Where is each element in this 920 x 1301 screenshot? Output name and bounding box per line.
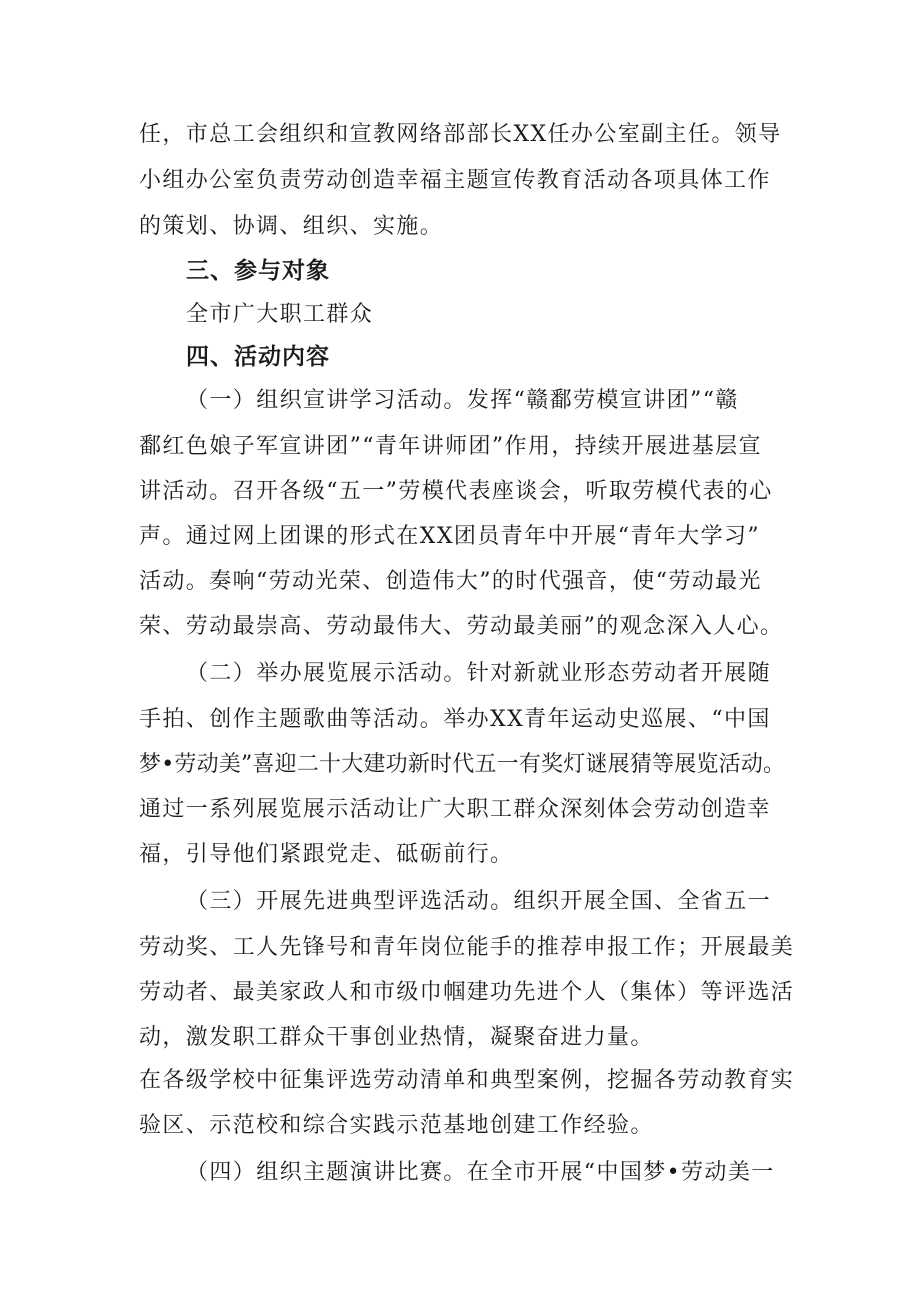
paragraph-line: 手拍、创作主题歌曲等活动。举办XX青年运动史巡展、“中国 — [139, 707, 771, 732]
paragraph-line: 鄱红色娘子军宣讲团”“青年讲师团”作用，持续开展进基层宣 — [139, 434, 762, 459]
paragraph-line: 动，激发职工群众干事创业热情，凝聚奋进力量。 — [139, 1025, 654, 1050]
paragraph-line: （二）举办展览展示活动。针对新就业形态劳动者开展随 — [186, 661, 772, 686]
paragraph-line: 声。通过网上团课的形式在XX团员青年中开展“青年大学习” — [139, 524, 761, 549]
paragraph-line: 荣、劳动最崇高、劳动最伟大、劳动最美丽”的观念深入人心。 — [139, 614, 784, 639]
paragraph-line: 梦•劳动美”喜迎二十大建功新时代五一有奖灯谜展猜等展览活动。 — [139, 752, 786, 777]
paragraph-line: 全市广大职工群众 — [186, 302, 374, 327]
paragraph-line: 劳动奖、工人先锋号和青年岗位能手的推荐申报工作；开展最美 — [139, 935, 795, 960]
paragraph-line: 的策划、协调、组织、实施。 — [139, 214, 444, 239]
paragraph-line: （一）组织宣讲学习活动。发挥“赣鄱劳模宣讲团”“赣 — [186, 388, 739, 413]
paragraph-line: 劳动者、最美家政人和市级巾帼建功先进个人（集体）等评选活 — [139, 980, 795, 1005]
paragraph-line: （三）开展先进典型评选活动。组织开展全国、全省五一 — [186, 889, 772, 914]
paragraph-line: 福，引导他们紧跟党走、砥砺前行。 — [139, 842, 514, 867]
paragraph-line: （四）组织主题演讲比赛。在全市开展“中国梦•劳动美一 — [186, 1160, 775, 1185]
paragraph-line: 讲活动。召开各级“五一”劳模代表座谈会，听取劳模代表的心 — [139, 479, 773, 504]
paragraph-line: 任，市总工会组织和宣教网络部部长XX任办公室副主任。领导 — [139, 122, 782, 147]
paragraph-line: 在各级学校中征集评选劳动清单和典型案例，挖掘各劳动教育实 — [139, 1068, 795, 1093]
paragraph-line: 活动。奏响“劳动光荣、创造伟大”的时代强音，使“劳动最光 — [139, 569, 762, 594]
section-heading-activities: 四、活动内容 — [186, 344, 330, 370]
paragraph-line: 验区、示范校和综合实践示范基地创建工作经验。 — [139, 1113, 654, 1138]
paragraph-line: 小组办公室负责劳动创造幸福主题宣传教育活动各项具体工作 — [139, 168, 771, 193]
section-heading-participants: 三、参与对象 — [186, 258, 330, 284]
paragraph-line: 通过一系列展览展示活动让广大职工群众深刻体会劳动创造幸 — [139, 797, 771, 822]
